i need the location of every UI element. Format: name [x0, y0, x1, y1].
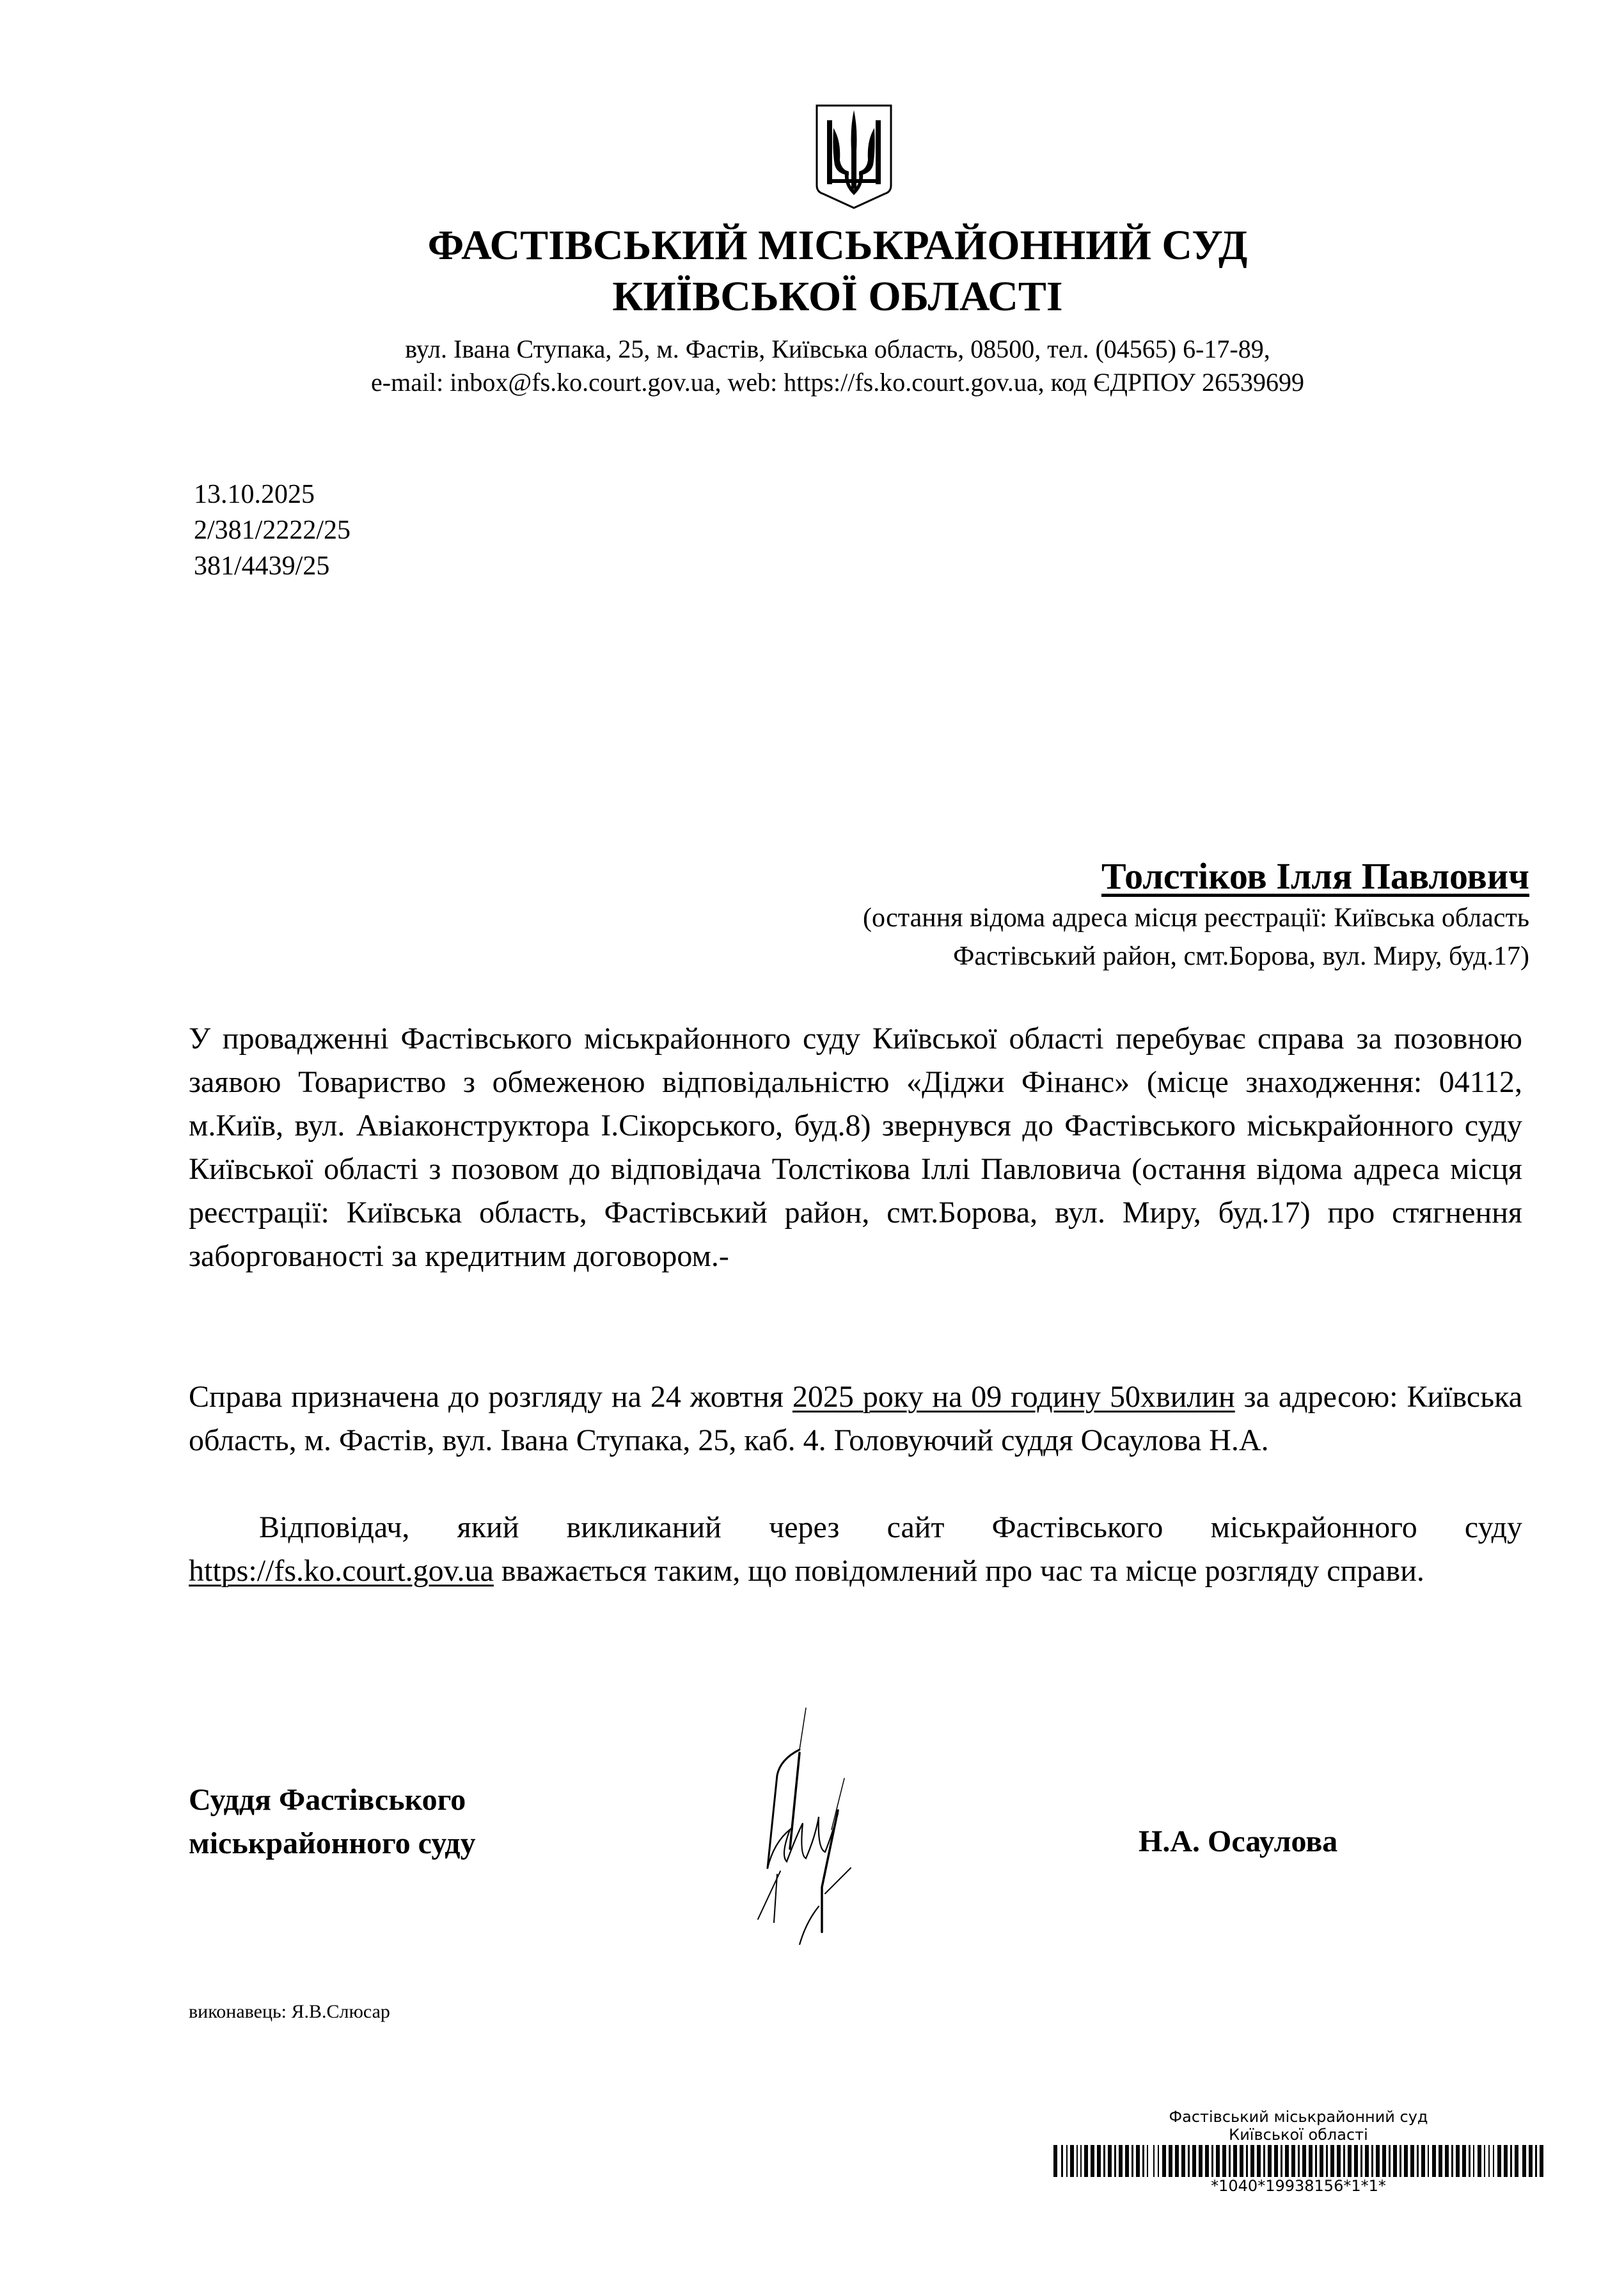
body-paragraph-3	[189, 1506, 1522, 1593]
judge-title	[189, 1778, 476, 1865]
case-number: 381/4439/25	[194, 551, 330, 581]
hearing-intro: Справа призначена до розгляду на 24 жовтня	[189, 1380, 792, 1414]
barcode-number: *1040*19938156*1*1*	[1211, 2177, 1386, 2195]
court-name-line2: КИЇВСЬКОЇ ОБЛАСТІ	[612, 273, 1063, 320]
registry-barcode-stamp	[1049, 2108, 1548, 2195]
addressee-name: Толстіков Ілля Павлович	[1101, 855, 1529, 897]
body-paragraph-2	[189, 1375, 1522, 1462]
court-address: вул. Івана Ступака, 25, м. Фастів, Київська область, 08500, тел. (04565) 6-17-89,	[405, 335, 1270, 363]
hearing-location: за адресою: Київська область, м. Фастів, вул. Івана Ступака, 25, каб. 4. Головуючий суддя Осаулова Н.А.	[189, 1380, 1523, 1457]
outgoing-number: 2/381/2222/25	[194, 516, 351, 545]
stamp-region: Київської області	[1229, 2126, 1368, 2144]
judge-title-line2: міськрайонного суду	[189, 1826, 476, 1860]
court-website-link[interactable]: https://fs.ko.court.gov.ua	[189, 1554, 494, 1588]
hearing-datetime: 2025 року на 09 годину 50хвилин	[792, 1380, 1235, 1414]
judge-name: Н.А. Осаулова	[1139, 1824, 1338, 1858]
body-paragraph-1: У провадженні Фастівського міськрайонного суду Київської області перебуває справа за позовною заявою Товариство з обмеженою відповідальністю «Діджи Фінанс» (місце знаходження: 04112, м.Київ, вул. Авіаконструктора І.Сікорського, буд.8) звернувся до Фастівського міськрайонного суду Київської області з позовом до відповідача Толстікова Іллі Павловича (остання відома адреса місця реєстрації: Київська область, Фастівський район, смт.Борова, вул. Миру, буд.17) про стягнення заборгованості за кредитним договором.-	[189, 1022, 1522, 1273]
document-references	[194, 477, 351, 584]
addressee-address-line1: (остання відома адреса місця реєстрації: Київська область	[863, 903, 1529, 933]
ukraine-trident-emblem-icon	[809, 90, 899, 218]
court-name-line1: ФАСТІВСЬКИЙ МІСЬКРАЙОННИЙ СУД	[427, 222, 1248, 269]
stamp-court-name: Фастівський міськрайонний суд	[1169, 2108, 1428, 2126]
court-email-web: e-mail: inbox@fs.ko.court.gov.ua, web: https://fs.ko.court.gov.ua, код ЄДРПОУ 26539699	[371, 368, 1304, 397]
judge-title-line1: Суддя Фастівського	[189, 1783, 466, 1817]
addressee-address-line2: Фастівський район, смт.Борова, вул. Миру, буд.17)	[953, 942, 1529, 971]
notice-intro: Відповідач, який викликаний через сайт Фастівського міськрайонного суду	[259, 1510, 1522, 1544]
document-date: 13.10.2025	[194, 480, 315, 509]
handwritten-signature-icon	[704, 1702, 870, 1945]
barcode-icon	[1052, 2145, 1545, 2177]
addressee-block	[863, 854, 1529, 976]
executor-note: виконавець: Я.В.Слюсар	[189, 2001, 390, 2022]
notice-suffix: вважається таким, що повідомлений про час та місце розгляду справи.	[493, 1554, 1424, 1588]
